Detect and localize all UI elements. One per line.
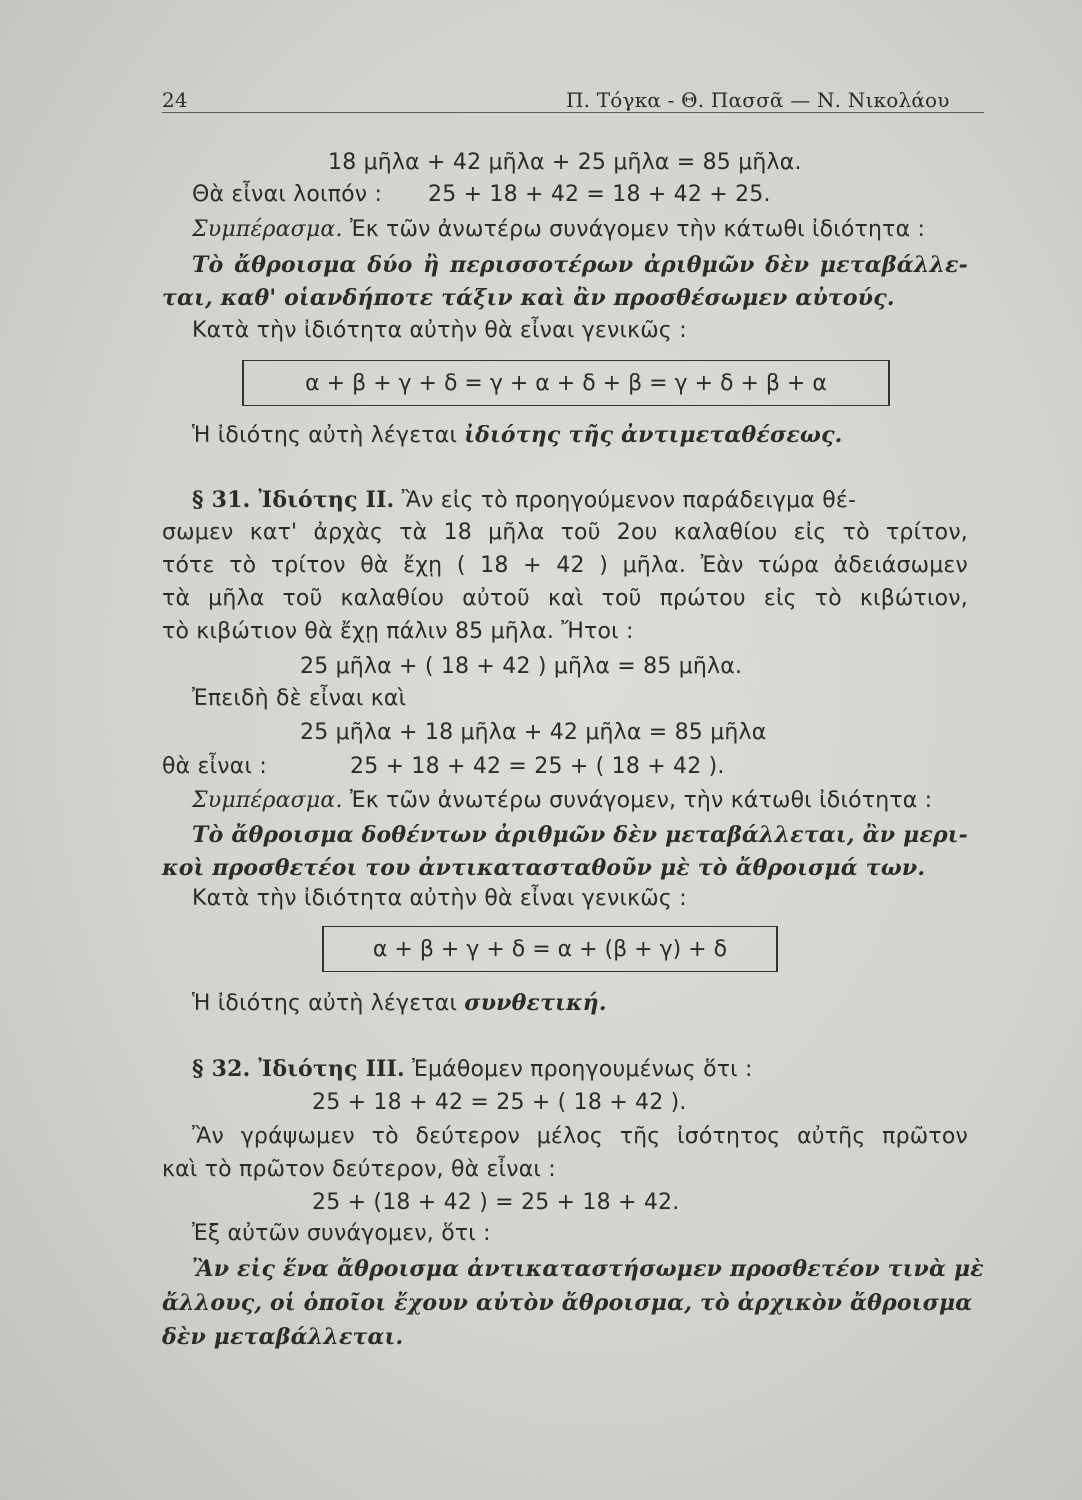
equation-line: 25 + (18 + 42 ) = 25 + 18 + 42.	[312, 1190, 680, 1215]
text-line: σωμεν κατ' ἀρχὰς τὰ 18 μῆλα τοῦ 2ου καλαθίου εἰς τὸ τρίτον,	[162, 520, 968, 545]
property-name: συνθετική.	[464, 990, 607, 1016]
conclusion-label: Συμπέρασμα.	[192, 788, 343, 813]
text-line: καὶ τὸ πρῶτον δεύτερον, θὰ εἶναι :	[162, 1157, 556, 1182]
section-31-text: Ἂν εἰς τὸ προηγούμενον παράδειγμα θέ-	[394, 488, 857, 513]
section-32-label: § 32. Ἰδιότης ΙΙΙ.	[192, 1056, 405, 1082]
text-line: τὸ κιβώτιον θὰ ἔχῃ πάλιν 85 μῆλα. Ἤτοι :	[162, 619, 634, 644]
rule-statement: κοὶ προσθετέοι του ἀντικατασταθοῦν μὲ τὸ ἄθροισμά των.	[162, 855, 926, 881]
equation-line: 25 + 18 + 42 = 18 + 42 + 25.	[428, 182, 771, 207]
rule-statement: ται, καθ' οἱανδήποτε τάξιν καὶ ἂν προσθέσωμεν αὐτούς.	[162, 285, 895, 311]
conclusion-label: Συμπέρασμα.	[192, 217, 343, 242]
equation-line: 25 + 18 + 42 = 25 + ( 18 + 42 ).	[312, 1090, 687, 1115]
property-name-line	[192, 422, 843, 448]
conclusion-text: Ἐκ τῶν ἀνωτέρω συνάγομεν τὴν κάτωθι ἰδιότητα :	[342, 217, 926, 242]
formula-box-commutative: α + β + γ + δ = γ + α + δ + β = γ + δ + β + α	[242, 360, 890, 406]
text-line: τότε τὸ τρίτον θὰ ἔχῃ ( 18 + 42 ) μῆλα. Ἐὰν τώρα ἀδειάσωμεν	[162, 553, 968, 578]
text-line: θὰ εἶναι :	[162, 754, 267, 779]
section-31-heading	[192, 487, 856, 513]
section-32-text: Ἐμάθομεν προηγουμένως ὅτι :	[404, 1057, 753, 1082]
equation-line: 25 μῆλα + 18 μῆλα + 42 μῆλα = 85 μῆλα	[300, 720, 767, 745]
header-rule	[162, 112, 984, 113]
text-line: Ἂν γράψωμεν τὸ δεύτερον μέλος τῆς ἰσότητος αὐτῆς πρῶτον	[192, 1124, 968, 1149]
equation-line: 18 μῆλα + 42 μῆλα + 25 μῆλα = 85 μῆλα.	[328, 150, 802, 175]
running-header: Π. Τόγκα - Θ. Πασσᾶ — Ν. Νικολάου	[566, 88, 950, 112]
rule-statement: Ἂν εἰς ἕνα ἄθροισμα ἀντικαταστήσωμεν προσθετέον τινὰ μὲ	[192, 1256, 984, 1282]
rule-statement: δὲν μεταβάλλεται.	[162, 1324, 404, 1350]
text-line: Ἐπειδὴ δὲ εἶναι καὶ	[192, 686, 407, 711]
text-line: Θὰ εἶναι λοιπόν :	[192, 182, 383, 207]
property-name: ἰδιότης τῆς ἀντιμεταθέσεως.	[464, 422, 843, 448]
conclusion-line	[192, 788, 932, 813]
conclusion-text: Ἐκ τῶν ἀνωτέρω συνάγομεν, τὴν κάτωθι ἰδιότητα :	[342, 788, 933, 813]
formula-box-associative: α + β + γ + δ = α + (β + γ) + δ	[322, 926, 778, 972]
text-line: Κατὰ τὴν ἰδιότητα αὐτὴν θὰ εἶναι γενικῶς :	[192, 318, 687, 343]
page-number: 24	[162, 88, 188, 112]
section-32-heading	[192, 1056, 753, 1082]
property-intro: Ἡ ἰδιότης αὐτὴ λέγεται	[192, 423, 465, 448]
rule-statement: ἄλλους, οἱ ὁποῖοι ἔχουν αὐτὸν ἄθροισμα, τὸ ἀρχικὸν ἄθροισμα	[162, 1290, 973, 1316]
equation-line: 25 μῆλα + ( 18 + 42 ) μῆλα = 85 μῆλα.	[300, 654, 743, 679]
rule-statement: Τὸ ἄθροισμα δύο ἢ περισσοτέρων ἀριθμῶν δὲν μεταβάλλε-	[192, 252, 968, 278]
equation-line: 25 + 18 + 42 = 25 + ( 18 + 42 ).	[350, 754, 725, 779]
section-31-label: § 31. Ἰδιότης ΙΙ.	[192, 487, 395, 513]
rule-statement: Τὸ ἄθροισμα δοθέντων ἀριθμῶν δὲν μεταβάλλεται, ἂν μερι-	[192, 822, 968, 848]
text-line: Κατὰ τὴν ἰδιότητα αὐτὴν θὰ εἶναι γενικῶς :	[192, 886, 687, 911]
text-line: Ἐξ αὐτῶν συνάγομεν, ὅτι :	[192, 1221, 491, 1246]
text-line: τὰ μῆλα τοῦ καλαθίου αὐτοῦ καὶ τοῦ πρώτου εἰς τὸ κιβώτιον,	[162, 586, 968, 611]
conclusion-line	[192, 217, 925, 242]
property-intro: Ἡ ἰδιότης αὐτὴ λέγεται	[192, 991, 465, 1016]
property-name-line	[192, 990, 607, 1016]
